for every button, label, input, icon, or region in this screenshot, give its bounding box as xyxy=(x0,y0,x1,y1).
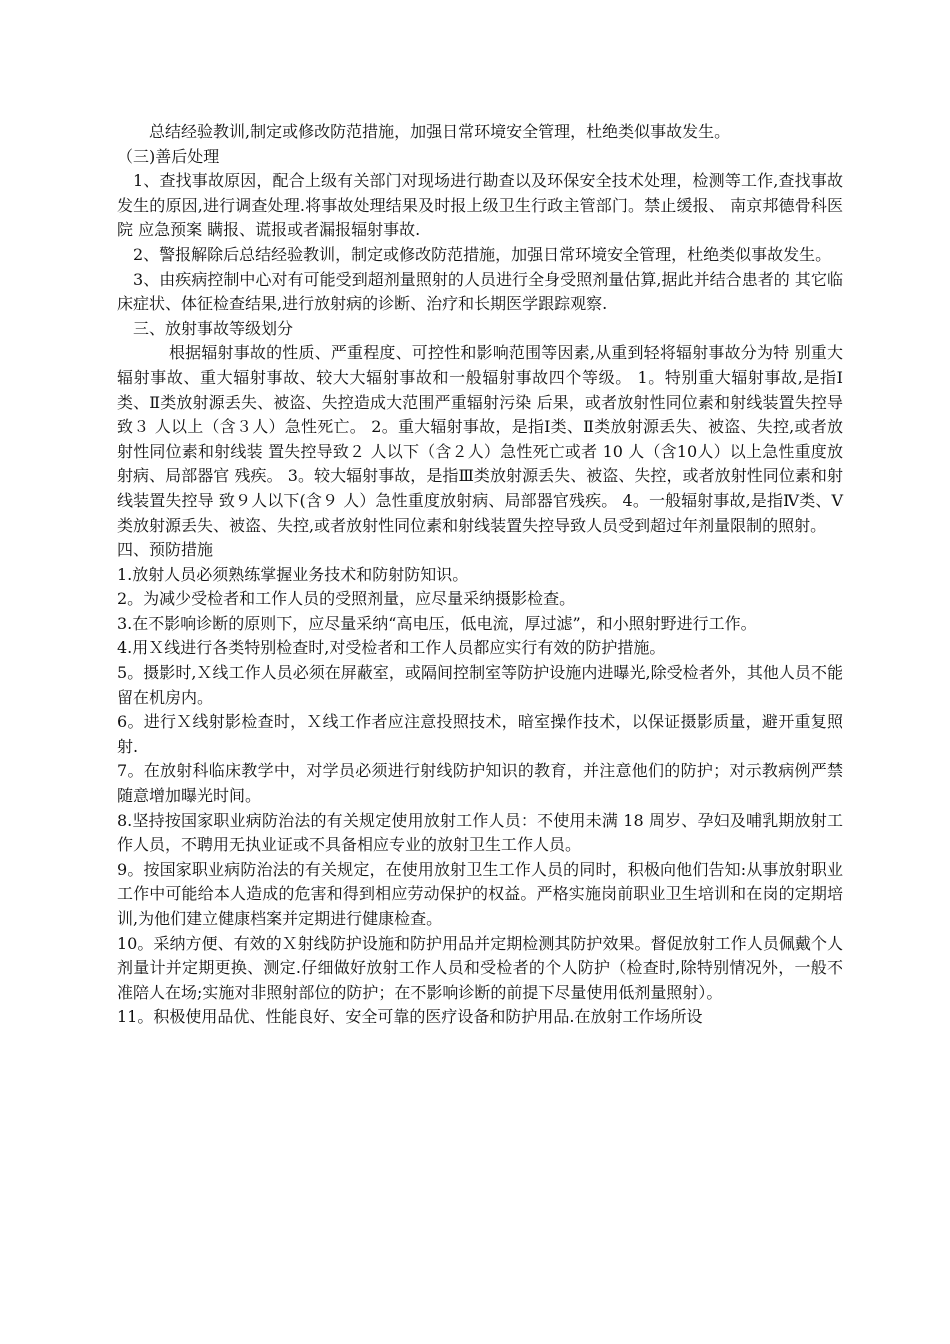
paragraph-aftermath-3: 3、由疾病控制中心对有可能受到超剂量照射的人员进行全身受照剂量估算,据此并结合患者的 其它临床症状、体征检查结果,进行放射病的诊断、治疗和长期医学跟踪观察. xyxy=(117,269,843,314)
list-item-prevention-5: 5。摄影时,Ｘ线工作人员必须在屏蔽室，或隔间控制室等防护设施内进曝光,除受检者外，其他人员不能留在机房内。 xyxy=(117,663,843,707)
paragraph-accident-grades: 根据辐射事故的性质、严重程度、可控性和影响范围等因素,从重到轻将辐射事故分为特 别重大辐射事故、重大辐射事故、较大大辐射事故和一般辐射事故四个等级。 1。特别重大辐射事故,是指Ⅰ类、Ⅱ类放射源丢失、被盗、失控造成大范围严重辐射污染 后果，或者放射性同位素和射线装置失控导致３ 人以上（含３人）急性死亡。 2。重大辐射事故，是指Ⅰ类、Ⅱ类放射源丢失、被盗、失控,或者放射性同位素和射线装 置失控导致２ 人以下（含２人）急性死亡或者 10 人（含10人）以上急性重度放射病、局部器官 残疾。 3。较大辐射事故，是指Ⅲ类放射源丢失、被盗、失控，或者放射性同位素和射线装置失控导 致９人以下(含９ 人）急性重度放射病、局部器官残疾。 4。一般辐射事故,是指Ⅳ类、Ⅴ类放射源丢失、被盗、失控,或者放射性同位素和射线装置失控导致人员受到超过年剂量限制的照射。 xyxy=(117,343,843,535)
list-item-prevention-6: 6。进行Ｘ线射影检查时，Ｘ线工作者应注意投照技术，暗室操作技术，以保证摄影质量，避开重复照射. xyxy=(117,712,843,756)
paragraph-aftermath-1: 1、查找事故原因，配合上级有关部门对现场进行勘查以及环保安全技术处理，检测等工作,查找事故发生的原因,进行调查处理.将事故处理结果及时报上级卫生行政主管部门。禁止缓报、 南京邦德骨科医院 应急预案 瞒报、谎报或者漏报辐射事故. xyxy=(117,171,843,240)
document-page xyxy=(117,120,843,1030)
list-item-prevention-7: 7。在放射科临床教学中，对学员必须进行射线防护知识的教育，并注意他们的防护；对示教病例严禁随意增加曝光时间。 xyxy=(117,761,843,806)
list-item-prevention-11: 11。积极使用品优、性能良好、安全可靠的医疗设备和防护用品.在放射工作场所设 xyxy=(117,1007,703,1027)
paragraph-aftermath-2: 2、警报解除后总结经验教训，制定或修改防范措施，加强日常环境安全管理，杜绝类似事故发生。 xyxy=(133,244,832,264)
section-heading-accident-grades: 三、放射事故等级划分 xyxy=(133,318,294,338)
list-item-prevention-9: 9。按国家职业病防治法的有关规定，在使用放射卫生工作人员的同时，积极向他们告知:从事放射职业工作中可能给本人造成的危害和得到相应劳动保护的权益。严格实施岗前职业卫生培训和在岗的定期培训,为他们建立健康档案并定期进行健康检查。 xyxy=(117,859,843,928)
list-item-prevention-1: 1.放射人员必须熟练掌握业务技术和防射防知识。 xyxy=(117,564,469,584)
section-heading-aftermath: （三)善后处理 xyxy=(117,146,220,166)
list-item-prevention-8: 8.坚持按国家职业病防治法的有关规定使用放射工作人员：不使用未满 18 周岁、孕妇及哺乳期放射工作人员，不聘用无执业证或不具备相应专业的放射卫生工作人员。 xyxy=(117,810,843,855)
list-item-prevention-2: 2。为减少受检者和工作人员的受照剂量，应尽量采纳摄影检查。 xyxy=(117,589,576,609)
list-item-prevention-4: 4.用Ｘ线进行各类特别检查时,对受检者和工作人员都应实行有效的防护措施。 xyxy=(117,638,666,658)
list-item-prevention-3: 3.在不影响诊断的原则下，应尽量采纳“高电压，低电流，厚过滤”，和小照射野进行工作。 xyxy=(117,613,757,633)
section-heading-prevention: 四、预防措施 xyxy=(117,540,214,560)
list-item-prevention-10: 10。采纳方便、有效的Ｘ射线防护设施和防护用品并定期检测其防护效果。督促放射工作人员佩戴个人剂量计并定期更换、测定.仔细做好放射工作人员和受检者的个人防护（检查时,除特别情况外，一般不准陪人在场;实施对非照射部位的防护；在不影响诊断的前提下尽量使用低剂量照射）。 xyxy=(117,933,843,1002)
paragraph-lessons-learned: 总结经验教训,制定或修改防范措施，加强日常环境安全管理，杜绝类似事故发生。 xyxy=(149,122,731,141)
